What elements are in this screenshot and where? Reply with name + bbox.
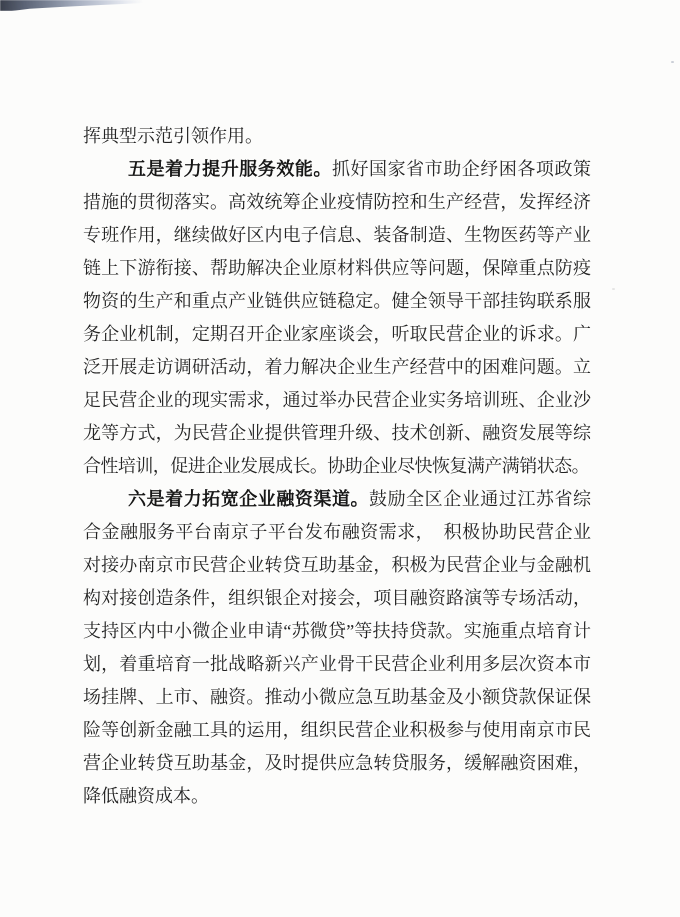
text-line (83, 714, 591, 747)
text-line-content: 合性培训，促进企业发展成长。协助企业尽快恢复满产满销状态。 (83, 456, 590, 476)
text-line (83, 252, 591, 285)
text-line-content: 构对接创造条件，组织银企对接会，项目融资路演等专场活动， (83, 588, 591, 608)
scan-shadow-artifact (0, 0, 148, 11)
document-body (83, 120, 591, 813)
text-line (83, 153, 591, 186)
text-line (83, 681, 591, 714)
text-line (83, 219, 591, 252)
text-line-content: 链上下游衔接、帮助解决企业原材料供应等问题，保障重点防疫 (83, 258, 591, 278)
text-line (83, 285, 591, 318)
text-line-content: 足民营企业的现实需求，通过举办民营企业实务培训班、企业沙 (83, 390, 591, 410)
text-line (83, 582, 591, 615)
paragraph-heading: 六是着力拓宽企业融资渠道。 (128, 489, 370, 509)
text-line-content: 泛开展走访调研活动，着力解决企业生产经营中的困难问题。立 (83, 357, 591, 377)
text-line-content: 专班作用，继续做好区内电子信息、装备制造、生物医药等产业 (83, 225, 591, 245)
text-line (83, 351, 591, 384)
text-line (83, 780, 591, 813)
text-line (83, 747, 591, 780)
text-line (83, 417, 591, 450)
text-line-content: 划，着重培育一批战略新兴产业骨干民营企业利用多层次资本市 (83, 654, 591, 674)
text-line-content: 对接办南京市民营企业转贷互助基金，积极为民营企业与金融机 (83, 555, 591, 575)
text-line (83, 648, 591, 681)
text-line (83, 318, 591, 351)
text-line (83, 615, 591, 648)
text-line-content: 营企业转贷互助基金，及时提供应急转贷服务，缓解融资困难， (83, 753, 591, 773)
text-line-content: 合金融服务平台南京子平台发布融资需求， 积极协助民营企业 (83, 522, 591, 542)
text-line (83, 186, 591, 219)
text-line-content: 场挂牌、上市、融资。推动小微应急互助基金及小额贷款保证保 (83, 687, 591, 707)
text-line-content: 龙等方式，为民营企业提供管理升级、技术创新、融资发展等综 (83, 423, 591, 443)
text-line-content: 支持区内中小微企业申请“苏微贷”等扶持贷款。实施重点培育计 (83, 621, 591, 641)
text-line (83, 120, 591, 153)
scan-speck (612, 288, 615, 290)
text-line-content: 鼓励全区企业通过江苏省综 (369, 489, 592, 509)
text-line-content: 挥典型示范引领作用。 (83, 126, 263, 146)
text-line (83, 384, 591, 417)
paragraph-heading: 五是着力提升服务效能。 (128, 159, 332, 179)
scan-speck (671, 61, 674, 63)
text-line-content: 物资的生产和重点产业链供应链稳定。健全领导干部挂钩联系服 (83, 291, 591, 311)
text-line-content: 抓好国家省市助企纾困各项政策 (331, 159, 592, 179)
text-line (83, 483, 591, 516)
text-line (83, 450, 591, 483)
text-line (83, 516, 591, 549)
text-line-content: 降低融资成本。 (83, 786, 209, 806)
text-line-content: 措施的贯彻落实。高效统筹企业疫情防控和生产经营，发挥经济 (83, 192, 591, 212)
text-line-content: 务企业机制，定期召开企业家座谈会，听取民营企业的诉求。广 (83, 324, 591, 344)
text-line-content: 险等创新金融工具的运用，组织民营企业积极参与使用南京市民 (83, 720, 591, 740)
text-line (83, 549, 591, 582)
